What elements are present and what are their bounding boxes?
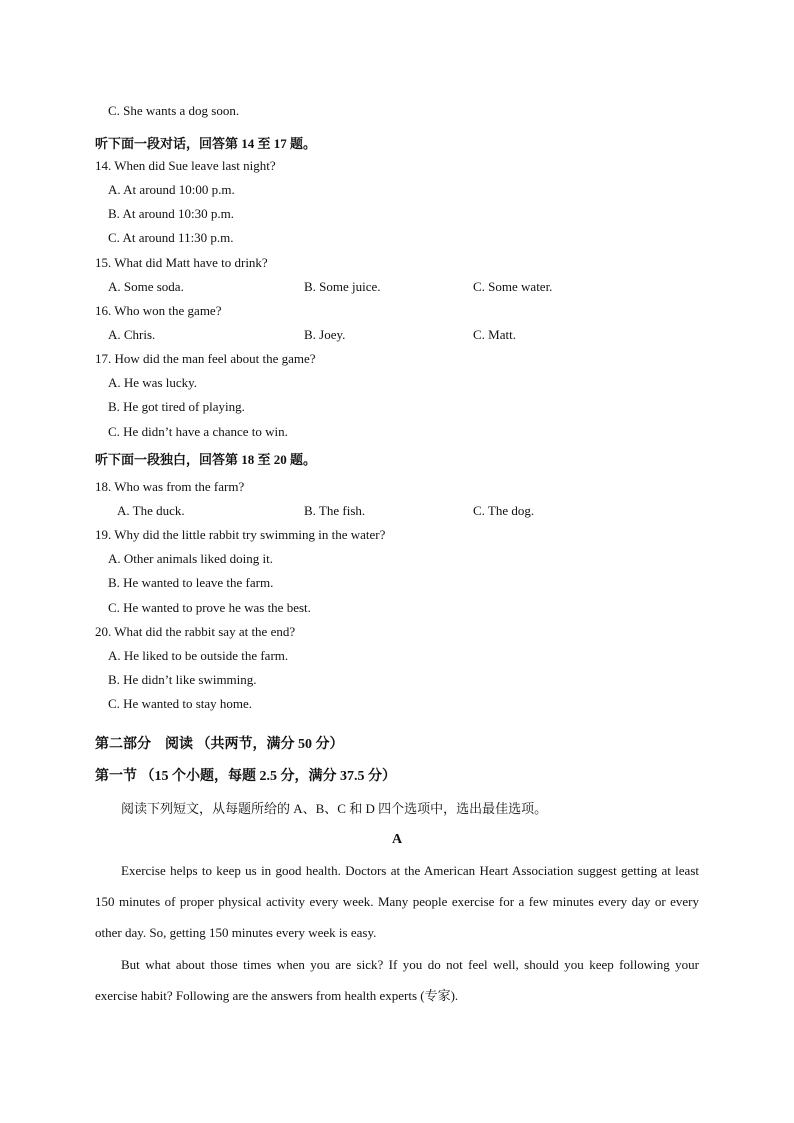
passage-paragraph-2: [95, 949, 699, 1011]
q18-option-b: B. The fish.: [304, 503, 366, 518]
q15-option-b: B. Some juice.: [304, 279, 381, 294]
q19-option-b: B. He wanted to leave the farm.: [108, 575, 274, 590]
q19-option-a: A. Other animals liked doing it.: [108, 551, 274, 566]
q20-stem: 20. What did the rabbit say at the end?: [95, 624, 296, 639]
passage-paragraph-1: [95, 855, 699, 948]
q20-option-b: B. He didn’t like swimming.: [108, 672, 257, 687]
instruction-14-17: 听下面一段对话，回答第 14 至 17 题。: [95, 136, 317, 151]
q19-option-c: C. He wanted to prove he was the best.: [108, 600, 311, 615]
q15-stem: 15. What did Matt have to drink?: [95, 255, 268, 270]
q15-option-c: C. Some water.: [473, 279, 553, 294]
q14-option-c: C. At around 11:30 p.m.: [108, 230, 234, 245]
q17-option-b: B. He got tired of playing.: [108, 399, 245, 414]
q18-stem: 18. Who was from the farm?: [95, 479, 245, 494]
passage-label: A: [391, 832, 403, 847]
q15-option-a: A. Some soda.: [108, 279, 184, 294]
q16-option-b: B. Joey.: [304, 327, 346, 342]
q14-option-b: B. At around 10:30 p.m.: [108, 206, 235, 221]
q16-stem: 16. Who won the game?: [95, 303, 222, 318]
q18-option-c: C. The dog.: [473, 503, 535, 518]
passage-paragraph-1-text: Exercise helps to keep us in good health. Doctors at the American Heart Association suggest getting at least 150 minutes of proper physical activity every week. Many people exercise for a few minutes every day or every other day. So, getting 150 minutes every week is easy.: [95, 863, 699, 940]
part2-title: 第二部分 阅读 （共两节，满分 50 分）: [95, 737, 344, 752]
q14-stem: 14. When did Sue leave last night?: [95, 158, 276, 173]
q17-option-c: C. He didn’t have a chance to win.: [108, 424, 288, 439]
q20-option-a: A. He liked to be outside the farm.: [108, 648, 289, 663]
q20-option-c: C. He wanted to stay home.: [108, 696, 253, 711]
q19-stem: 19. Why did the little rabbit try swimming in the water?: [95, 527, 386, 542]
q16-option-c: C. Matt.: [473, 327, 516, 342]
q17-stem: 17. How did the man feel about the game?: [95, 351, 316, 366]
q18-option-a: A. The duck.: [117, 503, 185, 518]
reading-instruction: 阅读下列短文，从每题所给的 A、B、C 和 D 四个选项中，选出最佳选项。: [121, 801, 548, 816]
instruction-18-20: 听下面一段独白，回答第 18 至 20 题。: [95, 452, 317, 467]
passage-paragraph-2-text: But what about those times when you are sick? If you do not feel well, should you keep following your exercise habit? Following are the answers from health experts (专家).: [95, 957, 699, 1003]
q17-option-a: A. He was lucky.: [108, 375, 198, 390]
q14-option-a: A. At around 10:00 p.m.: [108, 182, 235, 197]
section1-title: 第一节 （15 个小题，每题 2.5 分，满分 37.5 分）: [95, 769, 396, 784]
q16-option-a: A. Chris.: [108, 327, 156, 342]
prev-option-c: C. She wants a dog soon.: [108, 103, 240, 118]
